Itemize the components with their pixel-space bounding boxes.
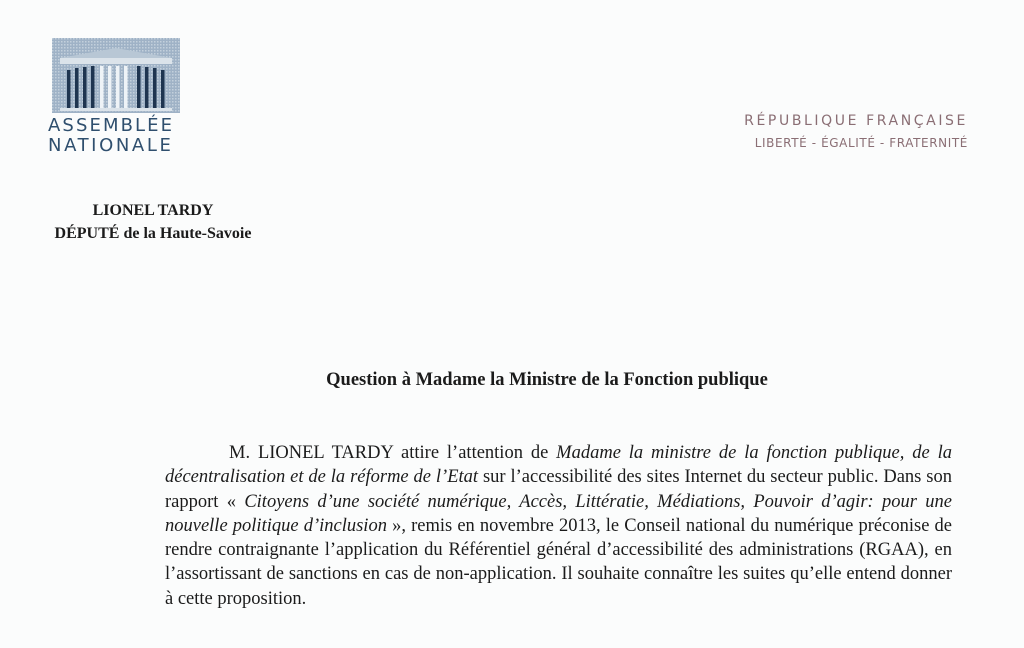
- logo-text-line1: ASSEMBLÉE: [48, 115, 175, 136]
- hemicycle-emblem-icon: [52, 38, 180, 113]
- body-text-italic-2: Citoyens d’une société numérique, Accès, Littératie, Médiations, Pouvoir d’agir: pour une nouvelle politique d’inclusion: [165, 491, 952, 536]
- document-title: Question à Madame la Ministre de la Fonction publique: [326, 370, 768, 390]
- body-text-3: », remis en novembre 2013, le Conseil national du numérique préconise de rendre contraignante l’application du Référentiel général d’accessibilité des administrations (RGAA), en l’assortissant de sanctions en cas de non-application. Il souhaite connaître les suites qu’elle entend donner à cette proposition.: [165, 515, 952, 609]
- body-text-1: M. LIONEL TARDY attire l’attention de: [229, 443, 557, 463]
- body-text-italic-1: Madame la ministre de la fonction publique, de la décentralisation et de la réforme de l’Etat: [165, 443, 952, 488]
- republique-motto: LIBERTÉ - ÉGALITÉ - FRATERNITÉ: [754, 136, 968, 150]
- republique-francaise-header: [744, 114, 968, 149]
- deputy-name: LIONEL TARDY: [92, 202, 214, 219]
- logo-text-line2: NATIONALE: [48, 135, 174, 156]
- republique-title: RÉPUBLIQUE FRANÇAISE: [744, 113, 968, 129]
- deputy-role: DÉPUTÉ de la Haute-Savoie: [54, 225, 252, 242]
- body-text-2: sur l’accessibilité des sites Internet du secteur public. Dans son rapport «: [165, 467, 952, 512]
- question-paragraph: [165, 441, 952, 611]
- deputy-block: [22, 199, 284, 245]
